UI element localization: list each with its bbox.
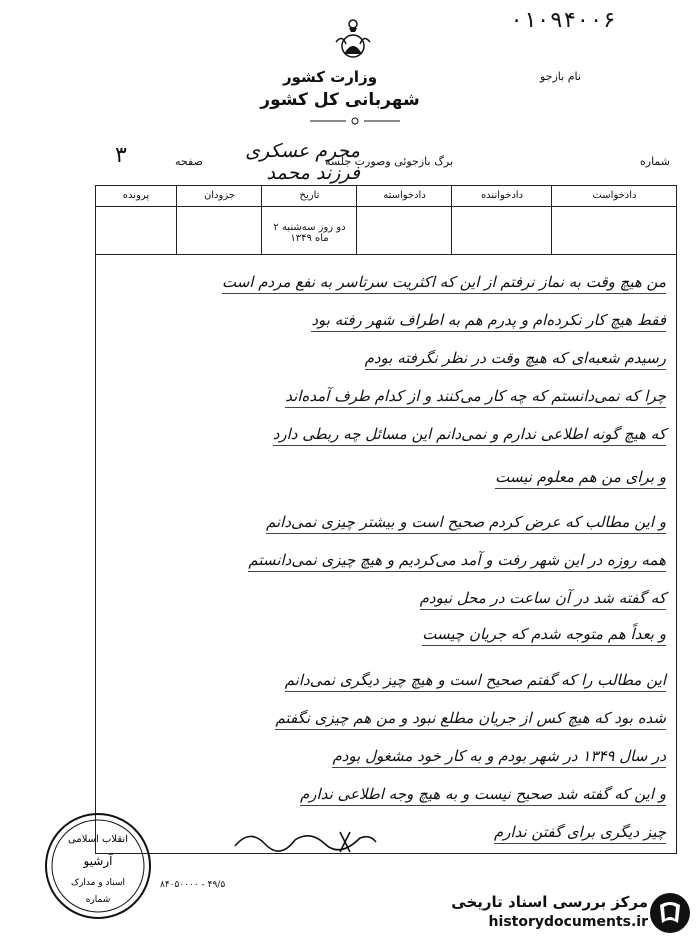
stamp-line: آرشیو <box>83 854 113 868</box>
archive-stamp <box>42 810 154 922</box>
handwritten-line: فقط هیچ کار نکرده‌ام و پدرم هم به اطراف شهر رفته بود <box>311 311 666 332</box>
column-defendant <box>451 186 552 254</box>
handwritten-line: چرا که نمی‌دانستم که چه کار می‌کنند و از کدام طرف آمده‌اند <box>285 387 666 408</box>
handwritten-line: چیز دیگری برای گفتن ندارم <box>494 823 666 844</box>
document-number: ۰۱۰۹۴۰۰۶ <box>510 8 616 33</box>
column-register <box>176 186 262 254</box>
stamp-line: انقلاب اسلامی <box>68 834 128 845</box>
subject-name: محرم عسکری فرزند محمد <box>245 140 360 184</box>
form-footer-code: ۸۴۰۵۰۰۰۰ - ۴۹/۵ <box>160 880 226 890</box>
form-header-table <box>95 185 677 255</box>
handwritten-line: رسیدم شعبه‌ای که هیچ وقت در نظر نگرفته بودم <box>365 349 666 370</box>
handwritten-line: و برای من هم معلوم نیست <box>495 468 666 489</box>
session-label: برگ بازجوئی وصورت جلسه <box>325 155 454 168</box>
column-file <box>96 186 176 254</box>
handwritten-line: شده بود که هیچ کس از جریان مطلع نبود و من هم چیزی نگفتم <box>275 709 666 730</box>
interrogator-label: نام بازجو <box>540 70 581 83</box>
handwritten-body <box>95 253 677 854</box>
handwritten-line: من هیچ وقت به نماز نرفتم از این که اکثریت سرتاسر به نفع مردم است <box>222 273 666 294</box>
sheet-number-label: شماره <box>640 155 671 168</box>
handwritten-signature <box>230 822 380 858</box>
column-header: تاریخ <box>262 186 357 207</box>
handwritten-line: و این مطالب که عرض کردم صحیح است و بیشتر چیزی نمی‌دانم <box>266 513 666 534</box>
stamp-line: اسناد و مدارک <box>70 878 126 888</box>
handwritten-line: این مطالب را که گفتم صحیح است و هیچ چیز دیگری نمی‌دانم <box>285 671 666 692</box>
handwritten-line: همه روزه در این شهر رفت و آمد می‌کردیم و هیچ چیزی نمی‌دانستم <box>248 551 666 572</box>
column-header: دادخواسته <box>357 186 452 207</box>
handwritten-line: که هیچ گونه اطلاعی ندارم و نمی‌دانم این مسائل چه ربطی دارد <box>273 425 666 446</box>
handwritten-line: و بعداً هم متوجه شدم که جریان چیست <box>422 625 666 646</box>
archive-logo-icon <box>648 891 692 935</box>
column-header: پرونده <box>96 186 176 207</box>
column-plaintiff <box>551 186 677 254</box>
watermark-url: historydocuments.ir <box>488 914 648 930</box>
handwritten-line: که گفته شد در آن ساعت در محل نبودم <box>420 589 666 610</box>
police-title: شهربانی کل کشور <box>260 90 420 110</box>
column-claim <box>356 186 452 254</box>
page-number: ۳ <box>115 143 127 168</box>
lion-and-sun-emblem-icon <box>328 18 378 62</box>
column-date <box>261 186 357 254</box>
watermark-title: مرکز بررسی اسناد تاریخی <box>451 893 648 911</box>
ornament-divider <box>310 116 400 126</box>
column-header: جزودان <box>177 186 262 207</box>
column-header: دادخواست <box>552 186 677 207</box>
page-label: صفحه <box>175 155 203 168</box>
stamp-line: شماره <box>85 895 111 905</box>
column-header: دادخواننده <box>452 186 552 207</box>
handwritten-line: و این که گفته شد صحیح نیست و به هیچ وجه اطلاعی ندارم <box>300 785 666 806</box>
handwritten-line: در سال ۱۳۴۹ در شهر بودم و به کار خود مشغول بودم <box>332 747 666 768</box>
ministry-title: وزارت کشور <box>282 68 378 86</box>
date-value: دو روز سه‌شنبه ۲ ماه ۱۳۴۹ <box>273 222 346 244</box>
